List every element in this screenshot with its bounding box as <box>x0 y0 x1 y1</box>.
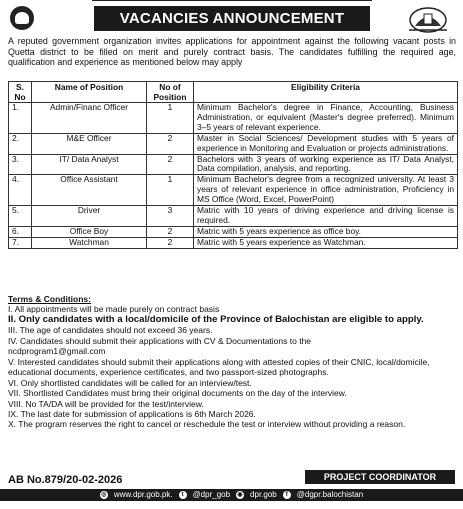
row-number: 6. <box>9 226 32 237</box>
eligibility-criteria: Minimum Bachelor's degree in Finance, Accounting, Business Administration, or equivalent (Master's degree preferred). Minimum 3–5 years of relevant experience. <box>194 103 458 134</box>
email-link[interactable]: ncdprogram1@gmail.com <box>8 346 106 357</box>
twitter-icon: t <box>179 491 187 499</box>
facebook-icon: f <box>283 491 291 499</box>
term-item: IV. Candidates should submit their applications with CV & Documentations to the <box>8 335 312 346</box>
twitter-link[interactable]: @dpr_gob <box>192 490 231 499</box>
row-number: 5. <box>9 206 32 227</box>
intro-paragraph: A reputed government organization invites applications for appointment against the following vacant posts in Quetta district to be filled on merit and purely contract basis. The candidates fulfilling the required age, qualification and experience as mentioned below may apply <box>8 36 456 68</box>
table-row <box>9 175 458 206</box>
term-item: VIII. No TA/DA will be provided for the test/interview. <box>8 398 204 409</box>
row-number: 1. <box>9 103 32 134</box>
government-emblem-icon <box>10 6 34 30</box>
instagram-link[interactable]: dpr.gob <box>250 490 277 499</box>
position-count: 1 <box>147 175 194 206</box>
table-row <box>9 206 458 227</box>
term-item: IX. The last date for submission of applications is 6th March 2026. <box>8 408 256 419</box>
table-row <box>9 154 458 175</box>
table-row <box>9 237 458 248</box>
eligibility-criteria: Matric with 5 years experience as Watchman. <box>194 237 458 248</box>
program-emblem-icon <box>405 4 451 34</box>
position-name: M&E Officer <box>32 133 147 154</box>
position-name: Driver <box>32 206 147 227</box>
term-item: II. Only candidates with a local/domicile of the Province of Balochistan are eligible to apply. <box>8 313 424 325</box>
position-count: 2 <box>147 237 194 248</box>
row-number: 3. <box>9 154 32 175</box>
globe-icon: ◎ <box>101 492 107 498</box>
position-name: Admin/Financ Officer <box>32 103 147 134</box>
position-count: 1 <box>147 103 194 134</box>
eligibility-criteria: Minimum Bachelor's degree from a recognized university. At least 3 years of relevant experience in office administration, Proficiency in MS Office (Word, Excel, PowerPoint) <box>194 175 458 206</box>
position-name: Office Assistant <box>32 175 147 206</box>
page-title: VACANCIES ANNOUNCEMENT <box>94 6 370 31</box>
position-name: IT/ Data Analyst <box>32 154 147 175</box>
term-item: VII. Shortlisted Candidates must bring their original documents on the day of the interview. <box>8 388 347 399</box>
row-number: 2. <box>9 133 32 154</box>
instagram-icon: ◉ <box>237 492 243 498</box>
term-item: X. The program reserves the right to cancel or reschedule the test or interview without providing a reason. <box>8 419 406 430</box>
facebook-link[interactable]: @dgpr.balochistan <box>296 490 364 499</box>
table-row <box>9 103 458 134</box>
column-header-position: Name of Position <box>32 82 147 103</box>
row-number: 7. <box>9 237 32 248</box>
position-name: Watchman <box>32 237 147 248</box>
term-item: I. All appointments will be made purely on contract basis <box>8 304 220 315</box>
coordinator-label: PROJECT COORDINATOR <box>305 470 455 484</box>
position-name: Office Boy <box>32 226 147 237</box>
row-number: 4. <box>9 175 32 206</box>
terms-heading: Terms & Conditions: <box>8 294 91 304</box>
column-header-count: No of Position <box>147 82 194 103</box>
eligibility-criteria: Matric with 10 years of driving experience and driving license is required. <box>194 206 458 227</box>
social-links-bar <box>0 489 463 501</box>
eligibility-criteria: Bachelors with 3 years of working experience as IT/ Data Analyst, Data compilation, analysis, and reporting. <box>194 154 458 175</box>
term-item: VI. Only shortlisted candidates will be called for an interview/test. <box>8 377 252 388</box>
ab-number: AB No.879/20-02-2026 <box>8 474 123 486</box>
position-count: 2 <box>147 154 194 175</box>
website-link[interactable]: www.dpr.gob.pk. <box>113 490 173 499</box>
eligibility-criteria: Matric with 5 years experience as office boy. <box>194 226 458 237</box>
column-header-sno: S. No <box>9 82 32 103</box>
position-count: 2 <box>147 226 194 237</box>
eligibility-criteria: Master in Social Sciences/ Development studies with 5 years of experience in Monitoring and Evaluation or projects administrations. <box>194 133 458 154</box>
column-header-criteria: Eligibility Criteria <box>194 82 458 103</box>
term-item: V. Interested candidates should submit their applications along with attested copies of their CNIC, local/domicile, educational documents, experience certificates, and two passport-sized photographs. <box>8 356 430 378</box>
top-rule <box>92 0 372 3</box>
term-item: III. The age of candidates should not exceed 36 years. <box>8 325 213 336</box>
terms-and-conditions <box>8 294 456 430</box>
table-row <box>9 226 458 237</box>
position-count: 2 <box>147 133 194 154</box>
vacancy-table <box>8 81 458 249</box>
table-row <box>9 133 458 154</box>
table-header-row <box>9 82 458 103</box>
position-count: 3 <box>147 206 194 227</box>
